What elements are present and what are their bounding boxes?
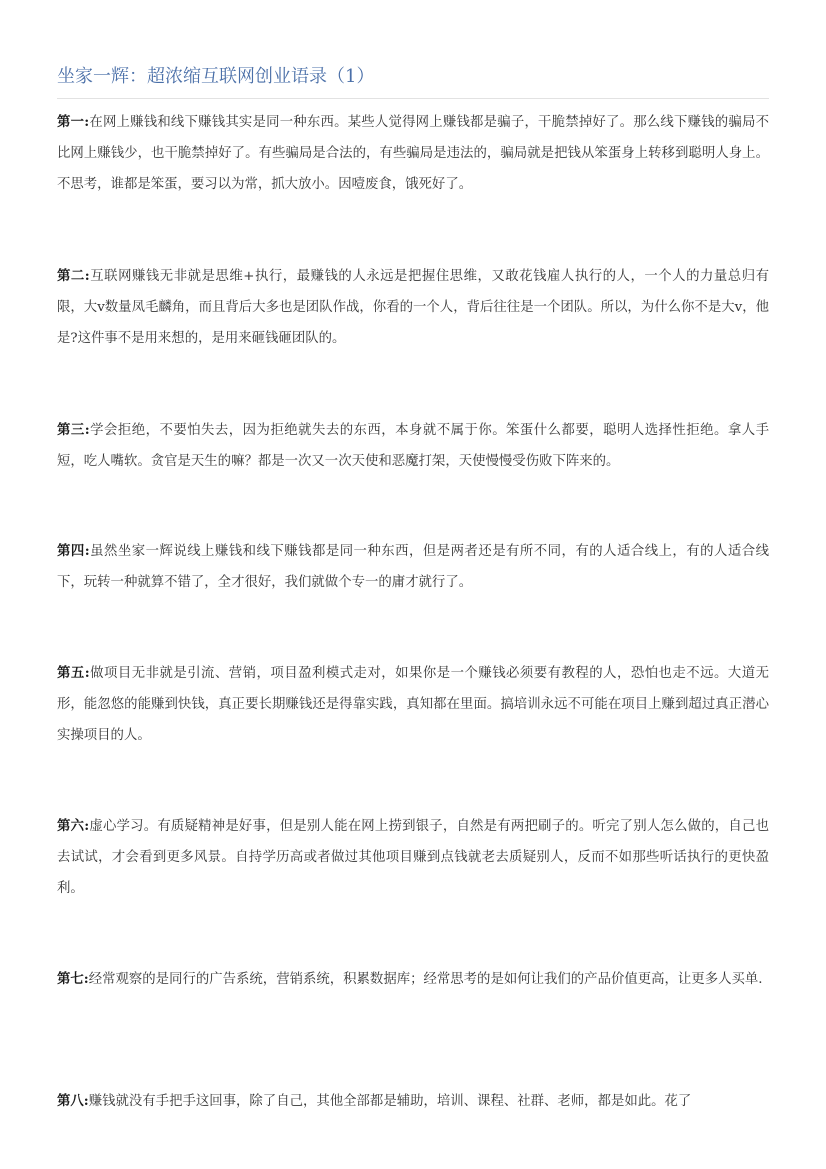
section-text: 做项目无非就是引流、营销，项目盈利模式走对，如果你是一个赚钱必须要有教程的人，恐怕也走不远。大道无形，能忽悠的能赚到快钱，真正要长期赚钱还是得靠实践，真知都在里面。搞培训永远不可能在项目上赚到超过真正潜心实操项目的人。 — [57, 666, 769, 743]
section-4 — [57, 536, 769, 598]
section-text: 虚心学习。有质疑精神是好事，但是别人能在网上捞到银子，自然是有两把刷子的。听完了别人怎么做的，自己也去试试，才会看到更多风景。自持学历高或者做过其他项目赚到点钱就老去质疑别人，反而不如那些听话执行的更快盈利。 — [57, 819, 769, 896]
section-6 — [57, 811, 769, 904]
section-text: 经常观察的是同行的广告系统，营销系统，积累数据库；经常思考的是如何让我们的产品价值更高，让更多人买单. — [88, 972, 763, 987]
section-label: 第八: — [57, 1093, 89, 1109]
section-label: 第五: — [57, 665, 90, 681]
section-label: 第七: — [57, 971, 89, 987]
section-text: 互联网赚钱无非就是思维+执行，最赚钱的人永远是把握住思维，又敢花钱雇人执行的人，一个人的力量总归有限，大v数量凤毛麟角，而且背后大多也是团队作战，你看的一个人，背后往往是一个团队。所以，为什么你不是大v，他是?这件事不是用来想的，是用来砸钱砸团队的。 — [57, 269, 769, 346]
section-text: 学会拒绝，不要怕失去，因为拒绝就失去的东西，本身就不属于你。笨蛋什么都要，聪明人选择性拒绝。拿人手短，吃人嘴软。贪官是天生的嘛？都是一次又一次天使和恶魔打架，天使慢慢受伤败下阵来的。 — [57, 423, 769, 469]
section-text: 虽然坐家一辉说线上赚钱和线下赚钱都是同一种东西，但是两者还是有所不同，有的人适合线上，有的人适合线下，玩转一种就算不错了，全才很好，我们就做个专一的庸才就行了。 — [57, 544, 769, 590]
section-5 — [57, 658, 769, 751]
document-title: 坐家一辉：超浓缩互联网创业语录（1） — [57, 66, 375, 87]
section-label: 第一: — [57, 114, 90, 130]
section-2 — [57, 261, 769, 354]
section-text: 在网上赚钱和线下赚钱其实是同一种东西。某些人觉得网上赚钱都是骗子，干脆禁掉好了。那么线下赚钱的骗局不比网上赚钱少，也干脆禁掉好了。有些骗局是合法的，有些骗局是违法的，骗局就是把钱从笨蛋身上转移到聪明人身上。不思考，谁都是笨蛋，要习以为常，抓大放小。因噎废食，饿死好了。 — [57, 115, 769, 192]
section-1 — [57, 107, 769, 200]
section-3 — [57, 415, 769, 477]
title-divider — [57, 98, 769, 99]
section-label: 第四: — [57, 543, 90, 559]
section-text: 赚钱就没有手把手这回事，除了自己，其他全部都是辅助，培训、课程、社群、老师，都是如此。花了 — [88, 1094, 692, 1109]
section-7 — [57, 964, 769, 995]
section-label: 第三: — [57, 422, 90, 438]
section-label: 第六: — [57, 818, 90, 834]
section-label: 第二: — [57, 268, 90, 284]
section-8 — [57, 1086, 769, 1117]
